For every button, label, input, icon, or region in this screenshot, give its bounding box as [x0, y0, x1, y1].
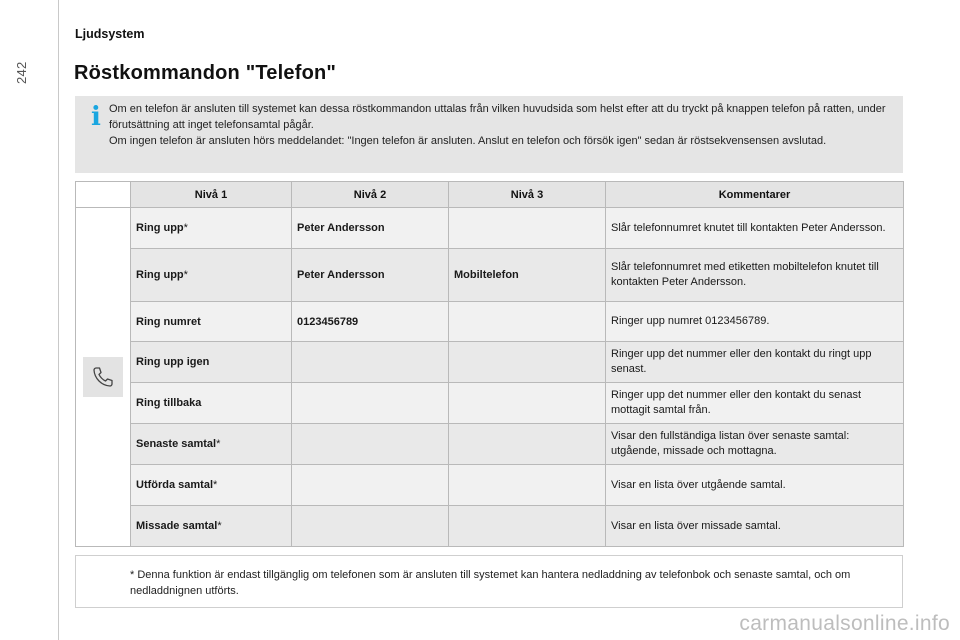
header-level-2: Nivå 2 — [292, 182, 449, 208]
level-2-cell — [292, 465, 449, 506]
comment-cell: Visar den fullständiga listan över senaste samtal: utgående, missade och mottagna. — [606, 424, 904, 465]
level-2-cell — [292, 383, 449, 424]
table-row — [76, 424, 904, 465]
level-1-cell: Senaste samtal* — [131, 424, 292, 465]
level-3-cell — [449, 208, 606, 249]
comment-cell: Visar en lista över missade samtal. — [606, 506, 904, 547]
level-1-cell: Missade samtal* — [131, 506, 292, 547]
voice-command-table — [75, 181, 904, 547]
section-label: Ljudsystem — [75, 27, 145, 41]
info-text — [109, 101, 895, 149]
level-1-cell: Ring numret — [131, 302, 292, 342]
footnote-text: * Denna funktion är endast tillgänglig om telefonen som är ansluten till systemet kan hantera nedladdning av telefonbok och senaste samtal, och om nedladdnignen utförts. — [130, 569, 851, 597]
table-row — [76, 249, 904, 302]
table-row — [76, 302, 904, 342]
level-2-cell: 0123456789 — [292, 302, 449, 342]
phone-icon — [83, 357, 123, 397]
level-1-cell: Ring tillbaka — [131, 383, 292, 424]
level-3-cell — [449, 465, 606, 506]
level-2-cell — [292, 342, 449, 383]
level-3-cell: Mobiltelefon — [449, 249, 606, 302]
watermark: carmanualsonline.info — [739, 612, 950, 635]
level-3-cell — [449, 506, 606, 547]
level-2-cell: Peter Andersson — [292, 249, 449, 302]
footnote-box — [75, 555, 903, 608]
comment-cell: Ringer upp numret 0123456789. — [606, 302, 904, 342]
level-1-cell: Ring upp* — [131, 208, 292, 249]
table-row — [76, 383, 904, 424]
table-row — [76, 342, 904, 383]
level-1-cell: Utförda samtal* — [131, 465, 292, 506]
header-comments: Kommentarer — [606, 182, 904, 208]
comment-cell: Visar en lista över utgående samtal. — [606, 465, 904, 506]
level-3-cell — [449, 383, 606, 424]
comment-cell: Ringer upp det nummer eller den kontakt du senast mottagit samtal från. — [606, 383, 904, 424]
level-2-cell — [292, 424, 449, 465]
level-1-cell: Ring upp igen — [131, 342, 292, 383]
info-box — [75, 96, 903, 173]
level-2-cell: Peter Andersson — [292, 208, 449, 249]
level-3-cell — [449, 342, 606, 383]
level-1-cell: Ring upp* — [131, 249, 292, 302]
level-2-cell — [292, 506, 449, 547]
table-row — [76, 208, 904, 249]
header-level-3: Nivå 3 — [449, 182, 606, 208]
level-3-cell — [449, 424, 606, 465]
comment-cell: Slår telefonnumret knutet till kontakten Peter Andersson. — [606, 208, 904, 249]
margin-rule — [58, 0, 59, 640]
level-3-cell — [449, 302, 606, 342]
icon-header-cell — [76, 182, 131, 208]
info-paragraph: Om ingen telefon är ansluten hörs meddelandet: "Ingen telefon är ansluten. Anslut en telefon och försök igen" sedan är röstsekvensensen avslutad. — [109, 135, 827, 147]
info-icon: i — [91, 102, 101, 132]
info-paragraph: Om en telefon är ansluten till systemet kan dessa röstkommandon uttalas från vilken huvudsida som helst efter att du tryckt på knappen telefon på ratten, under förutsättning att inget telefonsamtal pågår. — [109, 103, 886, 131]
phone-icon-cell — [76, 208, 131, 547]
table-row — [76, 465, 904, 506]
header-level-1: Nivå 1 — [131, 182, 292, 208]
table-row — [76, 506, 904, 547]
table-header-row — [76, 182, 904, 208]
comment-cell: Slår telefonnumret med etiketten mobiltelefon knutet till kontakten Peter Andersson. — [606, 249, 904, 302]
page-number: 242 — [14, 61, 29, 84]
comment-cell: Ringer upp det nummer eller den kontakt du ringt upp senast. — [606, 342, 904, 383]
page-title: Röstkommandon "Telefon" — [74, 62, 337, 84]
